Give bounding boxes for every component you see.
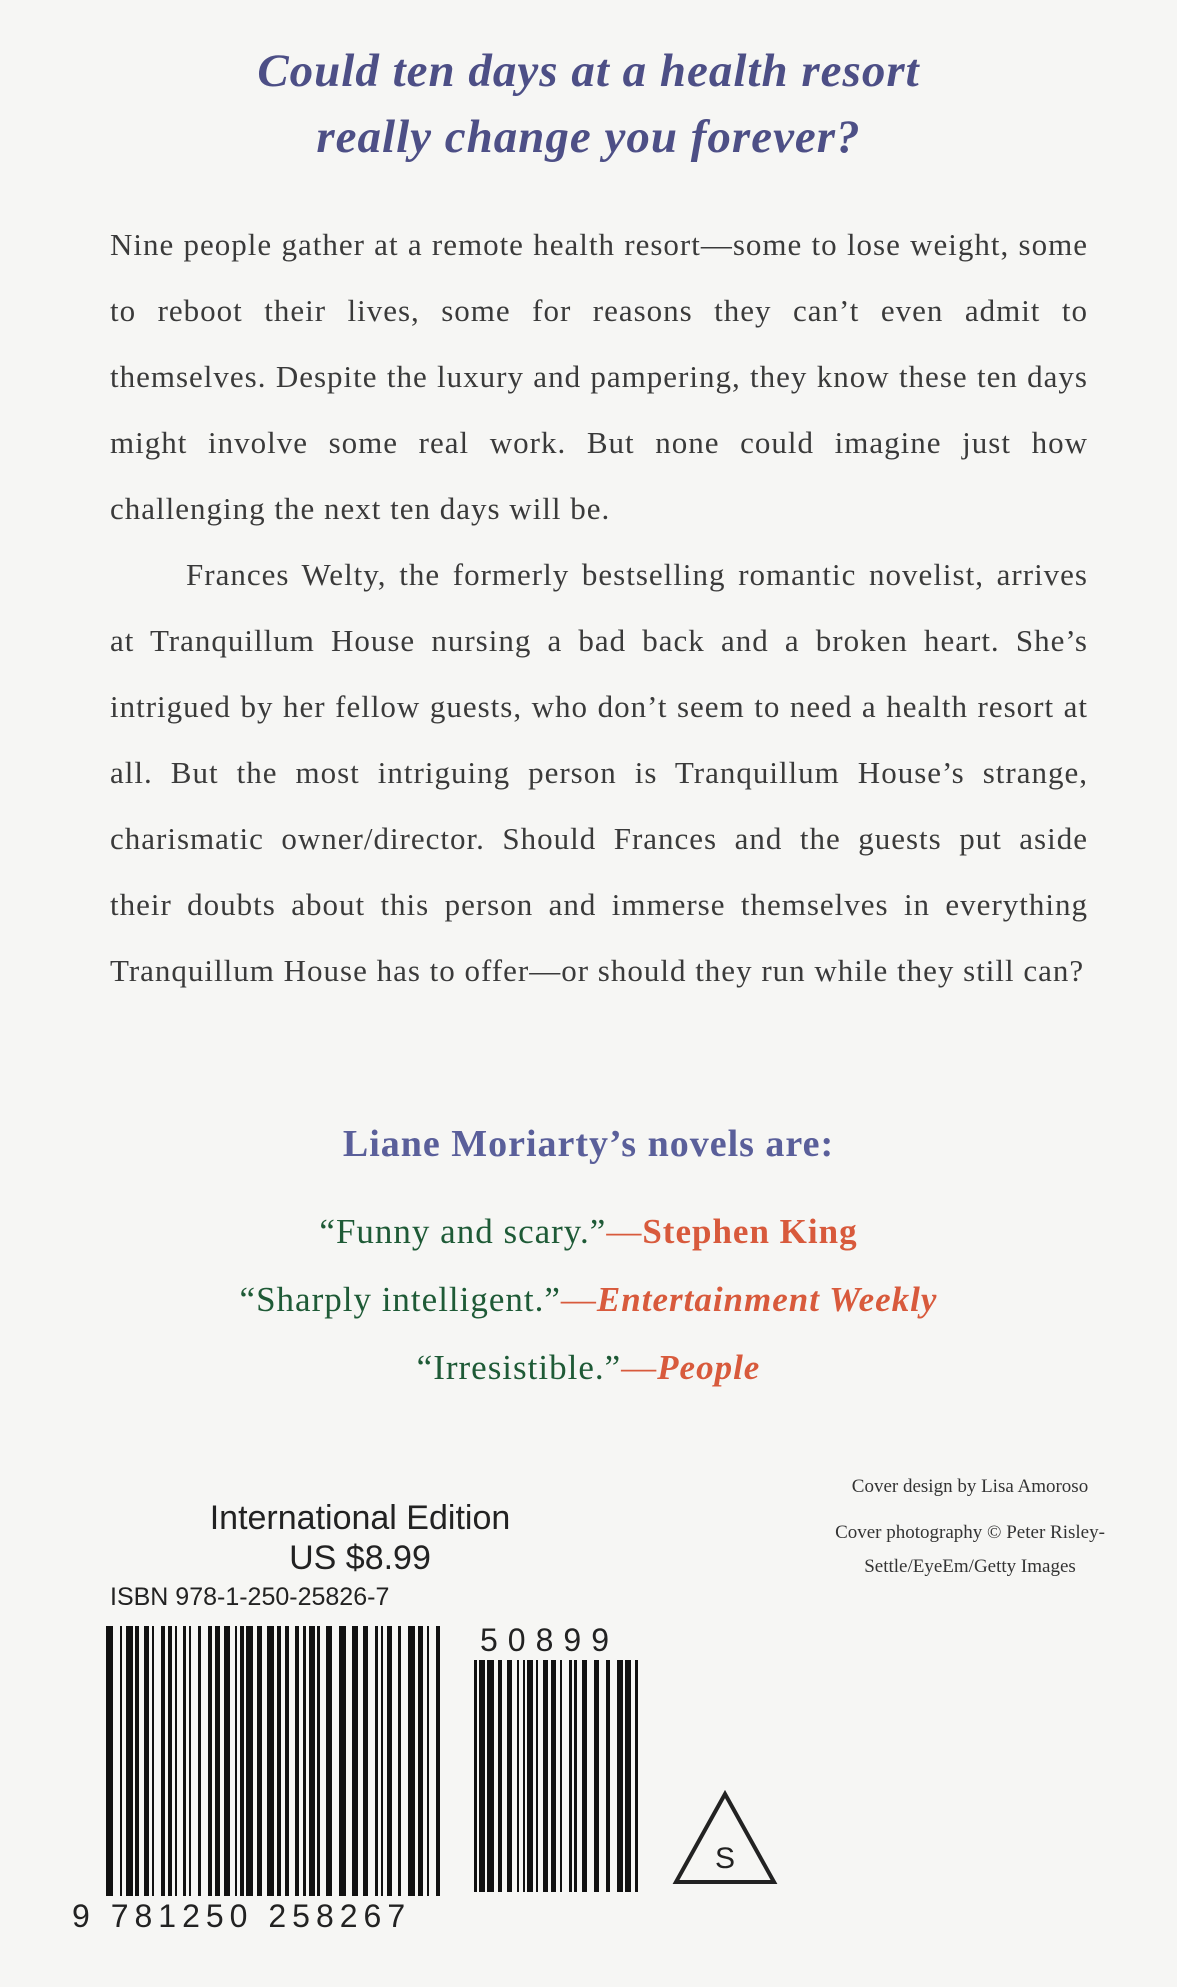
barcode-bar xyxy=(224,1626,230,1896)
barcode-bar xyxy=(569,1660,572,1892)
quote-dash: — xyxy=(560,1280,597,1319)
barcode-bar xyxy=(309,1626,315,1896)
tagline-line-2: really change you forever? xyxy=(316,111,861,163)
barcode-bar xyxy=(574,1660,577,1892)
barcode-bar xyxy=(498,1660,502,1892)
barcode-bar xyxy=(168,1626,172,1896)
barcode-bar xyxy=(257,1626,262,1896)
barcode-bar xyxy=(560,1660,562,1892)
barcode-bar xyxy=(517,1660,519,1892)
quote-source: Stephen King xyxy=(642,1212,858,1251)
barcode-bars xyxy=(106,1626,446,1906)
praise-heading: Liane Moriarty’s novels are: xyxy=(342,1123,835,1165)
barcode-bar xyxy=(381,1626,383,1896)
barcode-bar xyxy=(487,1660,494,1892)
tagline xyxy=(0,38,1177,170)
barcode-bar xyxy=(317,1626,320,1896)
barcode-bar xyxy=(106,1626,113,1896)
barcode-digits: 9 781250 258267 xyxy=(72,1898,412,1934)
barcode-bar xyxy=(536,1660,538,1892)
barcode-bar xyxy=(625,1660,631,1892)
tagline-line-1: Could ten days at a health resort xyxy=(257,45,920,97)
triangle-s-logo-icon xyxy=(670,1788,780,1888)
price-barcode-bars xyxy=(474,1660,644,1892)
barcode-bar xyxy=(215,1626,220,1896)
barcode-bar xyxy=(507,1660,512,1892)
barcode-bar xyxy=(175,1626,177,1896)
barcode-bar xyxy=(606,1660,610,1892)
barcode-bar xyxy=(543,1660,548,1892)
barcode-bar xyxy=(208,1626,212,1896)
barcode-bar xyxy=(285,1626,289,1896)
barcode-bar xyxy=(375,1626,378,1896)
barcode-bar xyxy=(479,1660,485,1892)
barcode-bar xyxy=(418,1626,423,1896)
barcode-bar xyxy=(326,1626,332,1896)
barcode-bar xyxy=(144,1626,149,1896)
quote-text: “Sharply intelligent.” xyxy=(239,1280,561,1319)
barcode-bar xyxy=(183,1626,186,1896)
review-quote xyxy=(0,1348,1177,1388)
barcode-bar xyxy=(240,1626,244,1896)
review-quote xyxy=(0,1280,1177,1320)
edition-info xyxy=(110,1498,610,1614)
publisher-logo xyxy=(670,1788,780,1888)
barcode-bar xyxy=(161,1626,165,1896)
review-quote xyxy=(0,1212,1177,1252)
barcode-bar xyxy=(126,1626,133,1896)
barcode-bar xyxy=(198,1626,201,1896)
barcode-bar xyxy=(387,1626,392,1896)
isbn: ISBN 978-1-250-25826-7 xyxy=(110,1583,390,1611)
barcode-bar xyxy=(120,1626,122,1896)
barcode-bar xyxy=(277,1626,281,1896)
barcode-bar xyxy=(594,1660,599,1892)
cover-credits xyxy=(800,1470,1140,1596)
photo-credit: Cover photography © Peter Risley-Settle/EyeEm/Getty Images xyxy=(835,1522,1105,1577)
book-description xyxy=(110,212,1088,1004)
quote-text: “Irresistible.” xyxy=(416,1348,622,1387)
barcode-bar xyxy=(474,1660,477,1892)
barcode-bar xyxy=(295,1626,299,1896)
price: US $8.99 xyxy=(289,1539,431,1577)
quote-source: People xyxy=(657,1348,761,1387)
price-barcode xyxy=(474,1660,644,1892)
price-supplement-digits: 50899 xyxy=(480,1622,619,1658)
edition-label: International Edition xyxy=(209,1499,511,1537)
barcode-bar xyxy=(363,1626,368,1896)
logo-letter: S xyxy=(714,1842,736,1875)
barcode-bar xyxy=(267,1626,274,1896)
isbn-barcode xyxy=(106,1626,446,1906)
quote-text: “Funny and scary.” xyxy=(319,1212,607,1251)
barcode-bar xyxy=(635,1660,638,1892)
barcode-bar xyxy=(398,1626,401,1896)
quote-source: Entertainment Weekly xyxy=(596,1280,938,1319)
barcode-bar xyxy=(352,1626,358,1896)
barcode-bar xyxy=(135,1626,139,1896)
barcode-bar xyxy=(427,1626,429,1896)
barcode-bar xyxy=(303,1626,306,1896)
description-paragraph-2: Frances Welty, the formerly bestselling romantic novelist, arrives at Tranquillum House nursing a bad back and a broken heart. She’s intrigued by her fellow guests, who don’t seem to need a health resort at all. But the most intriguing person is Tranquillum House’s strange, charismatic owner/director. Should Frances and the guests put aside their doubts about this person and immerse themselves in everything Tranquillum House has to offer—or should they run while they still can? xyxy=(110,557,1088,988)
design-credit: Cover design by Lisa Amoroso xyxy=(851,1476,1089,1497)
barcode-bar xyxy=(436,1626,440,1896)
barcode-bar xyxy=(408,1626,415,1896)
barcode-bar xyxy=(551,1660,556,1892)
quote-dash: — xyxy=(606,1212,643,1251)
barcode-bar xyxy=(582,1660,587,1892)
description-paragraph-1: Nine people gather at a remote health resort—some to lose weight, some to reboot their lives, some for reasons they can’t even admit to themselves. Despite the luxury and pampering, they know these ten days might involve some real work. But none could imagine just how challenging the next ten days will be. xyxy=(110,227,1088,526)
barcode-bar xyxy=(523,1660,525,1892)
barcode-bar xyxy=(246,1626,253,1896)
barcode-bar xyxy=(339,1626,346,1896)
barcode-bar xyxy=(189,1626,191,1896)
quote-dash: — xyxy=(621,1348,658,1387)
barcode-bar xyxy=(235,1626,237,1896)
barcode-bar xyxy=(617,1660,623,1892)
barcode-bar xyxy=(152,1626,154,1896)
barcode-bar xyxy=(527,1660,533,1892)
